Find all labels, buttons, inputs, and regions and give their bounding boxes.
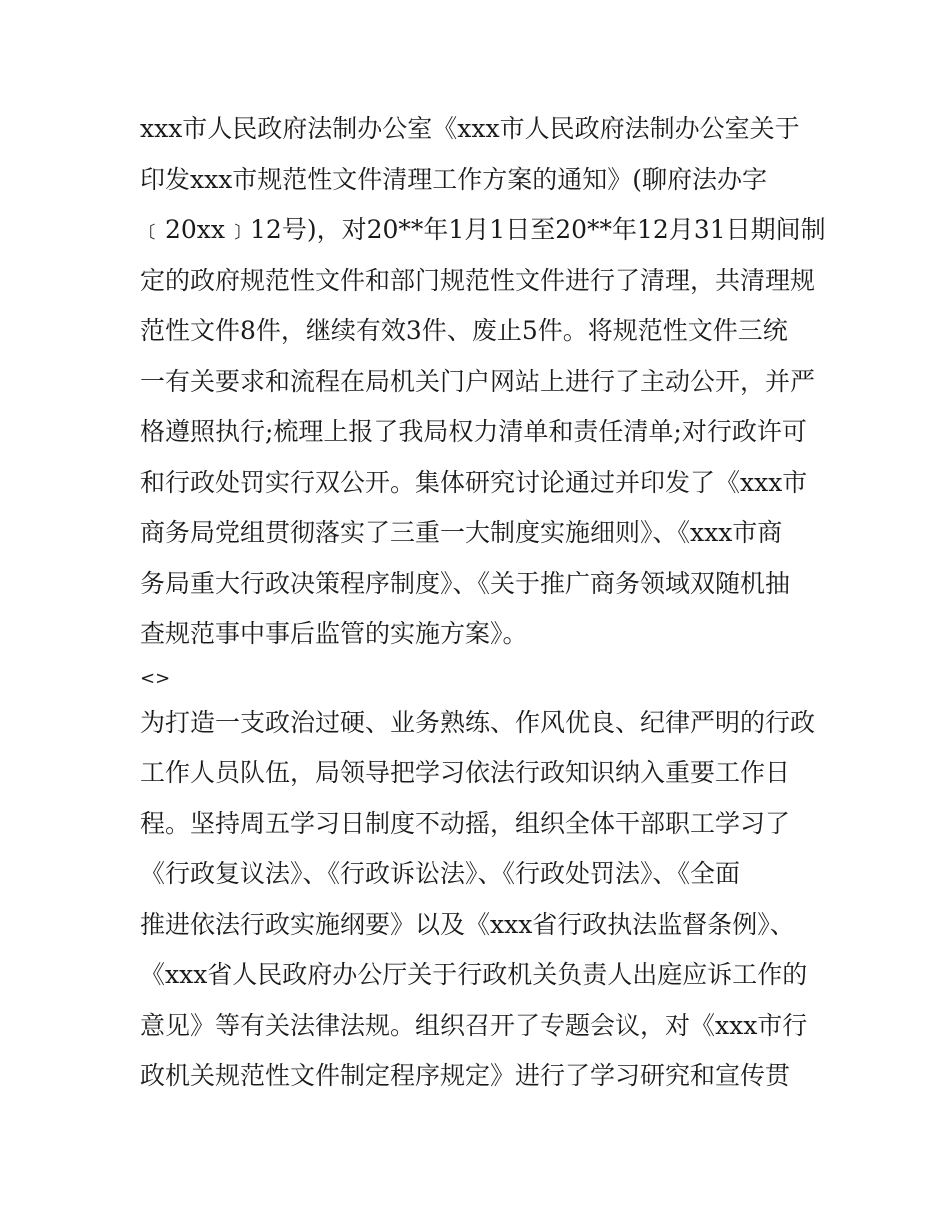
paragraph-2 [140, 698, 816, 1102]
text-line: 《行政复议法》、《行政诉讼法》、《行政处罚法》、《全面 [140, 859, 741, 888]
text-line: 商务局党组贯彻落实了三重一大制度实施细则》、《xxx市商 [140, 518, 783, 547]
text-line: 务局重大行政决策程序制度》、《关于推广商务领域双随机抽 [140, 568, 791, 598]
text-line: 程。坚持周五学习日制度不动摇，组织全体干部职工学习了 [140, 808, 791, 838]
angle-brackets-text: <> [140, 667, 171, 689]
text-line: 范性文件8件，继续有效3件、废止5件。将规范性文件三统 [140, 316, 788, 345]
paragraph-1 [140, 104, 826, 660]
document-body [140, 104, 826, 1102]
text-line: 印发xxx市规范性文件清理工作方案的通知》(聊府法办字 [140, 164, 768, 194]
text-line: 《xxx省人民政府办公厅关于行政机关负责人出庭应诉工作的 [140, 960, 808, 989]
text-line: xxx市人民政府法制办公室《xxx市人民政府法制办公室关于 [140, 114, 800, 143]
text-line: 定的政府规范性文件和部门规范性文件进行了清理，共清理规 [140, 265, 816, 295]
text-line: 和行政处罚实行双公开。集体研究讨论通过并印发了《xxx市 [140, 467, 808, 497]
text-line: 格遵照执行;梳理上报了我局权力清单和责任清单;对行政许可 [140, 417, 807, 446]
text-line: 一有关要求和流程在局机关门户网站上进行了主动公开，并严 [140, 366, 816, 396]
text-line: 推进依法行政实施纲要》以及《xxx省行政执法监督条例》、 [140, 909, 795, 939]
text-line: ﹝20xx﹞12号)，对20**年1月1日至20**年12月31日期间制 [140, 215, 826, 244]
text-line: 工作人员队伍，局领导把学习依法行政知识纳入重要工作日 [140, 758, 791, 787]
text-line: 政机关规范性文件制定程序规定》进行了学习研究和宣传贯 [140, 1061, 791, 1090]
text-line: 查规范事中事后监管的实施方案》。 [140, 619, 528, 648]
text-line: 意见》等有关法律法规。组织召开了专题会议，对《xxx市行 [140, 1010, 808, 1040]
text-line: 为打造一支政治过硬、业务熟练、作风优良、纪律严明的行政 [140, 707, 816, 737]
separator-marker [140, 660, 812, 698]
